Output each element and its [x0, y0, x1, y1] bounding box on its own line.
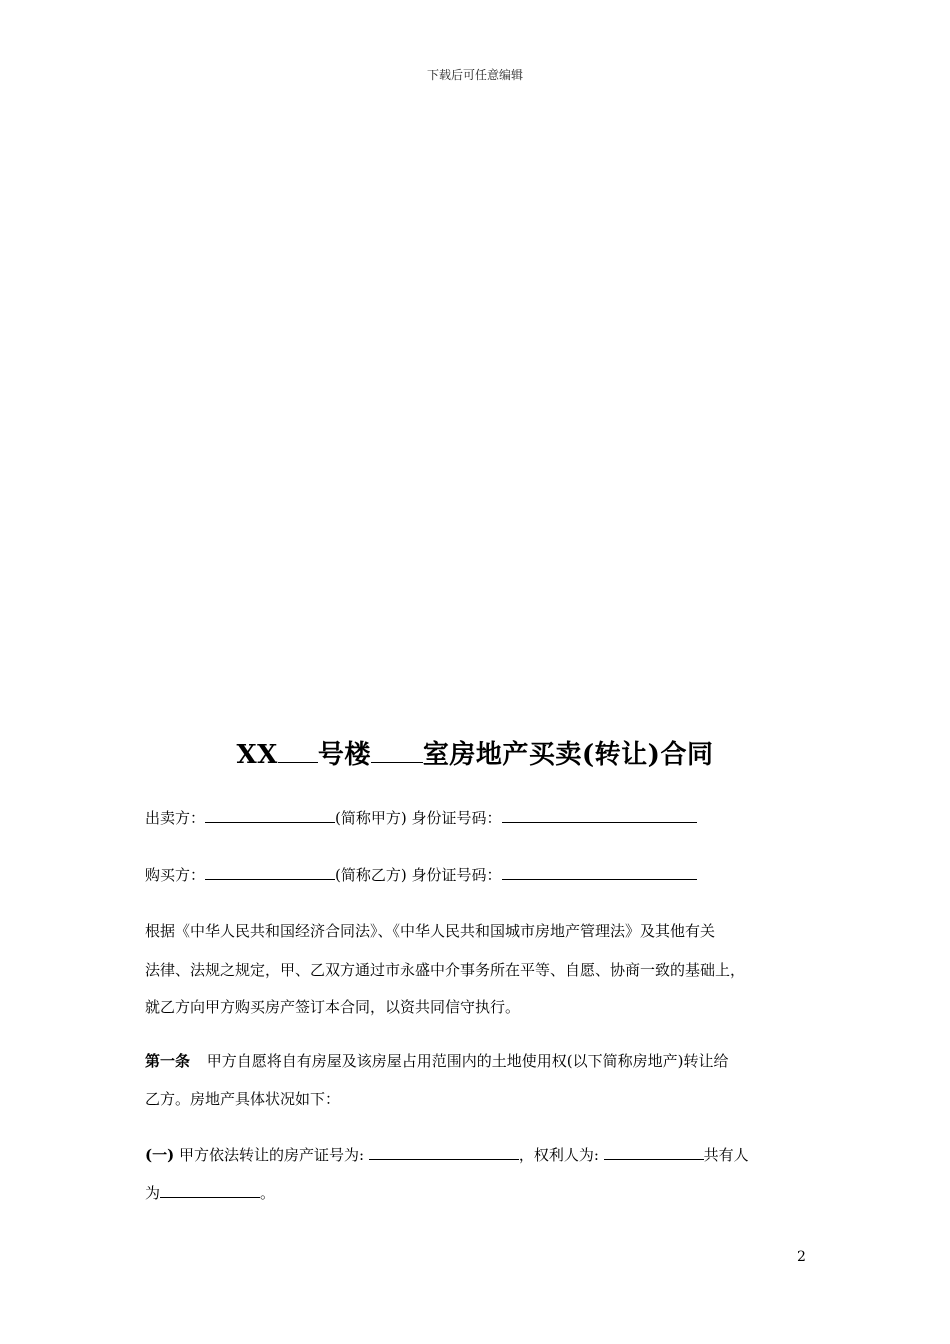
title-room-label: 室房地产买卖(转让)合同 — [422, 740, 714, 770]
right-holder-blank — [604, 1145, 704, 1160]
seller-label: 出卖方： — [145, 809, 206, 827]
document-title — [0, 734, 950, 771]
preamble-line-1: 根据《中华人民共和国经济合同法》、《中华人民共和国城市房地产管理法》及其他有关 — [145, 922, 716, 940]
item-1-text-5: 。 — [260, 1184, 276, 1202]
item-1-line-1 — [145, 1144, 749, 1165]
page-number: 2 — [797, 1249, 806, 1265]
buyer-id-label: 身份证号码： — [411, 866, 502, 884]
seller-line — [145, 807, 697, 828]
buyer-line — [145, 864, 697, 885]
item-1-text-4: 为 — [145, 1184, 161, 1202]
article-1-text-1: 甲方自愿将自有房屋及该房屋占用范围内的土地使用权(以下简称房地产)转让给 — [206, 1052, 729, 1070]
buyer-name-blank — [205, 865, 335, 880]
buyer-label: 购买方： — [145, 866, 206, 884]
title-building-blank — [278, 740, 318, 763]
title-room-blank — [371, 740, 423, 763]
article-1-heading: 第一条 — [145, 1052, 191, 1070]
co-owner-blank — [160, 1183, 260, 1198]
item-1-text-1: 甲方依法转让的房产证号为: — [178, 1146, 365, 1164]
seller-id-blank — [502, 808, 697, 823]
buyer-abbr: (简称乙方) — [335, 866, 407, 884]
title-building-label: 号楼 — [317, 740, 371, 770]
title-prefix: XX — [236, 740, 278, 770]
item-1-marker: (一) — [145, 1146, 175, 1164]
header-note: 下载后可任意编辑 — [426, 68, 523, 82]
seller-abbr: (简称甲方) — [335, 809, 407, 827]
seller-name-blank — [205, 808, 335, 823]
article-1-line-2: 乙方。房地产具体状况如下： — [145, 1090, 341, 1108]
item-1-text-3: 共有人 — [703, 1146, 749, 1164]
seller-id-label: 身份证号码： — [411, 809, 502, 827]
article-1-line-1 — [145, 1050, 729, 1071]
preamble-line-3: 就乙方向甲方购买房产签订本合同，以资共同信守执行。 — [145, 998, 521, 1016]
item-1-line-2 — [145, 1182, 275, 1203]
preamble-line-2: 法律、法规之规定，甲、乙双方通过市永盛中介事务所在平等、自愿、协商一致的基础上， — [145, 961, 746, 979]
item-1-text-2: ，权利人为: — [518, 1146, 599, 1164]
property-cert-blank — [369, 1145, 519, 1160]
buyer-id-blank — [502, 865, 697, 880]
